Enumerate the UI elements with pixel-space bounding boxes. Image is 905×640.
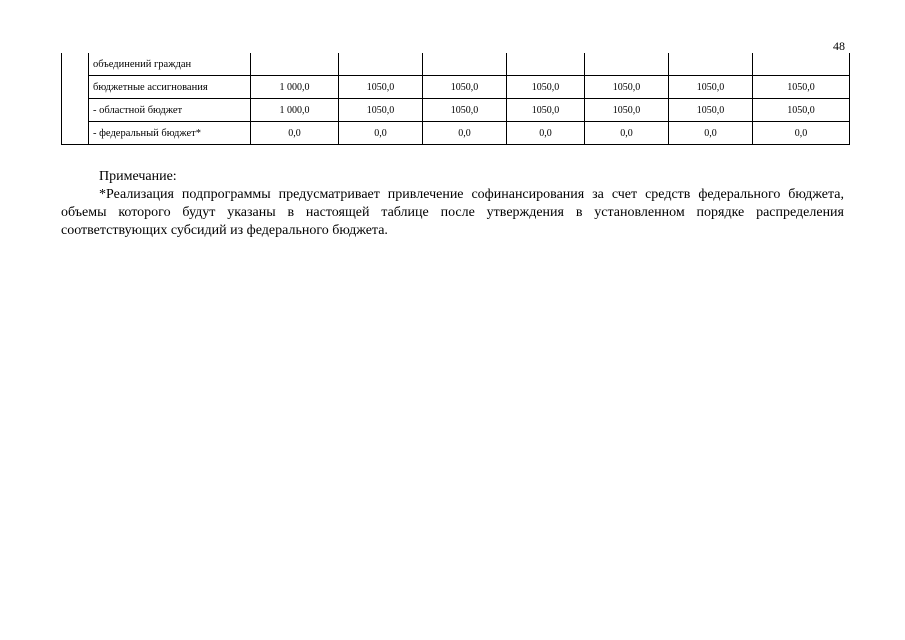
table-cell: 1050,0 [669, 76, 753, 99]
table-cell: 0,0 [669, 122, 753, 145]
table-cell: 0,0 [585, 122, 669, 145]
table-cell: 0,0 [507, 122, 585, 145]
table-cell: 1050,0 [753, 99, 850, 122]
table-cell: 1050,0 [507, 99, 585, 122]
table-cell: 1050,0 [423, 76, 507, 99]
table-row [62, 99, 850, 122]
row-label: бюджетные ассигнования [89, 76, 251, 99]
table-cell [669, 53, 753, 76]
table-cell: 1050,0 [507, 76, 585, 99]
row-number-cell [62, 53, 89, 145]
row-label: - областной бюджет [89, 99, 251, 122]
table-cell: 1 000,0 [251, 76, 339, 99]
table-cell [753, 53, 850, 76]
table-cell: 0,0 [753, 122, 850, 145]
table-cell: 1050,0 [669, 99, 753, 122]
table-cell: 0,0 [339, 122, 423, 145]
table-cell: 0,0 [251, 122, 339, 145]
table-cell: 1050,0 [423, 99, 507, 122]
table-cell: 1 000,0 [251, 99, 339, 122]
table-cell: 1050,0 [339, 99, 423, 122]
table-cell: 1050,0 [753, 76, 850, 99]
table-row [62, 76, 850, 99]
budget-table [61, 53, 850, 145]
table-cell: 1050,0 [585, 76, 669, 99]
footnote [61, 168, 844, 240]
row-label: - федеральный бюджет* [89, 122, 251, 145]
table-cell [423, 53, 507, 76]
page-number: 48 [833, 39, 845, 53]
table-cell: 1050,0 [585, 99, 669, 122]
table-cell [339, 53, 423, 76]
table-cell [507, 53, 585, 76]
table-row [62, 122, 850, 145]
row-label: объединений граждан [89, 53, 251, 76]
table-cell: 1050,0 [339, 76, 423, 99]
note-text: *Реализация подпрограммы предусматривает привлечение софинансирования за счет средств федерального бюджета, объемы которого будут указаны в настоящей таблице после утверждения в установленном порядке распределения соответствующих субсидий из федерального бюджета. [61, 187, 844, 238]
table-cell [585, 53, 669, 76]
table-cell [251, 53, 339, 76]
table-row [62, 53, 850, 76]
note-title: Примечание: [99, 169, 177, 184]
table-cell: 0,0 [423, 122, 507, 145]
